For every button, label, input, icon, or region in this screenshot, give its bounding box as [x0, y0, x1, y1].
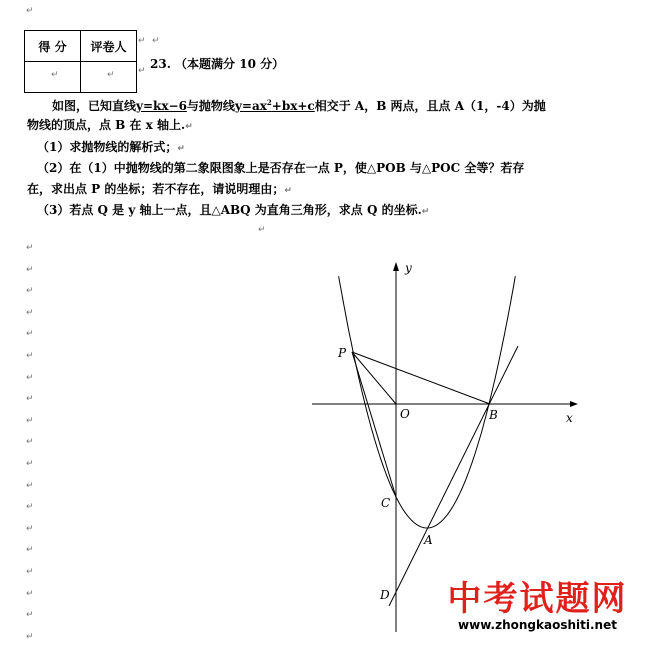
intro-text: 与抛物线 — [186, 99, 235, 113]
parabola-eq-part: y=ax — [234, 99, 267, 113]
segment-pc — [352, 352, 396, 497]
paragraph-mark: ↵ — [152, 36, 160, 46]
line-ab-ext — [389, 592, 396, 606]
parabola-eq-exponent: 2 — [266, 98, 272, 107]
paragraph-mark: ↵ — [26, 545, 34, 555]
paragraph-mark: ↵ — [26, 502, 34, 512]
watermark-title: 中考试题网 — [447, 579, 628, 619]
paragraph-mark: ↵ — [138, 36, 146, 46]
part-1-text: （1）求抛物线的解析式； — [37, 140, 178, 154]
paragraph-mark: ↵ — [138, 66, 146, 76]
paragraph-mark: ↵ — [26, 524, 34, 534]
paragraph-mark: ↵ — [26, 589, 34, 599]
watermark-url: www.zhongkaoshiti.net — [458, 618, 617, 632]
line-ab — [396, 346, 518, 592]
point-b-label: B — [489, 408, 498, 422]
paragraph-mark: ↵ — [185, 122, 193, 132]
grader-header-cell: 评卷人 — [81, 31, 137, 62]
paragraph-mark: ↵ — [26, 351, 34, 361]
y-axis-label: y — [405, 261, 412, 275]
point-d-label: D — [380, 588, 390, 602]
paragraph-mark: ↵ — [421, 207, 430, 217]
segment-pb — [352, 352, 490, 404]
paragraph-mark: ↵ — [26, 481, 34, 491]
point-a-label: A — [424, 533, 433, 547]
site-watermark — [430, 580, 645, 632]
x-axis-label: x — [566, 411, 573, 425]
paragraph-mark: ↵ — [284, 186, 292, 196]
part-2-text: （2）在（1）中抛物线的第二象限图象上是否存在一点 P，使△POB 与△POC 全等？若存 — [37, 161, 525, 175]
paragraph-mark: ↵ — [258, 225, 266, 235]
line-equation: y=kx−6 — [136, 99, 187, 113]
intro-text: 物线的顶点，点 B 在 x 轴上. — [27, 118, 186, 132]
paragraph-mark: ↵ — [26, 6, 34, 16]
y-axis-arrow — [393, 262, 399, 271]
question-title: 23. （本题满分 10 分） — [150, 57, 285, 71]
x-axis-arrow — [570, 401, 578, 407]
point-c-label: C — [381, 496, 391, 510]
parabola-eq-part: +bx+c — [271, 99, 315, 113]
paragraph-mark: ↵ — [26, 329, 34, 339]
score-header-cell: 得 分 — [25, 31, 81, 62]
origin-label: O — [400, 407, 410, 421]
paragraph-mark: ↵ — [26, 437, 34, 447]
intro-text: 相交于 A，B 两点，且点 A（1，-4）为抛 — [314, 99, 546, 113]
part-2-text: 在，求出点 P 的坐标；若不存在，请说明理由； — [27, 182, 285, 196]
paragraph-mark: ↵ — [26, 265, 34, 275]
part-3-text: （3）若点 Q 是 y 轴上一点，且△ABQ 为直角三角形，求点 Q 的坐标. — [37, 203, 422, 217]
paragraph-mark: ↵ — [26, 632, 34, 642]
parabola-curve — [339, 276, 516, 528]
paragraph-mark: ↵ — [26, 610, 34, 620]
paragraph-mark: ↵ — [26, 416, 34, 426]
paragraph-mark: ↵ — [26, 567, 34, 577]
paragraph-mark: ↵ — [107, 70, 115, 80]
paragraph-mark: ↵ — [177, 144, 185, 154]
point-p-label: P — [338, 346, 347, 360]
paragraph-mark: ↵ — [26, 243, 34, 253]
paragraph-mark: ↵ — [26, 459, 34, 469]
paragraph-mark: ↵ — [26, 308, 34, 318]
intro-text: 如图，已知直线 — [52, 99, 137, 113]
paragraph-mark: ↵ — [26, 373, 34, 383]
paragraph-mark: ↵ — [26, 286, 34, 296]
paragraph-mark: ↵ — [26, 394, 34, 404]
paragraph-mark: ↵ — [51, 70, 59, 80]
